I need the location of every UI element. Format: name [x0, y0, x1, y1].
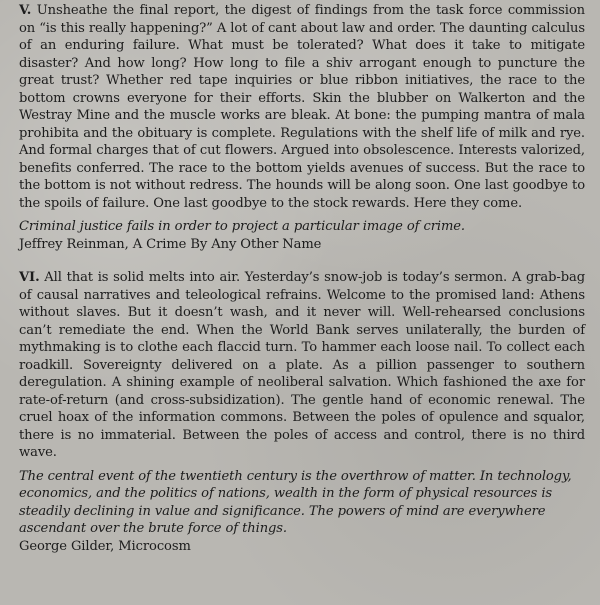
section-v-label: V. — [19, 3, 32, 18]
section-vi-epigraph — [19, 468, 585, 556]
section-v-epigraph — [19, 218, 585, 253]
section-v-attribution: Jeffrey Reinman, A Crime By Any Other Name — [19, 236, 322, 252]
section-vi — [19, 269, 585, 555]
section-v-body: Unsheathe the final report, the digest of findings from the task force commission on “is this really happening?” A lot of cant about law and order. The daunting calculus of an enduring failure. What must be tolerated? What does it take to mitigate disaster? And how long? How long to file a shiv arrogant enough to puncture the great trust? Whether red tape inquiries or blue ribbon initiatives, the race to the bottom crowns everyone for their efforts. Skin the blubber on Walkerton and the Westray Mine and the muscle works are bleak. At bone: the pumping mantra of mala prohibita and the obituary is complete. Regulations with the shelf life of milk and rye. And formal charges that of cut flowers. Argued into obsolescence. Interests valorized, benefits conferred. The race to the bottom yields avenues of success. But the race to the bottom is not without redress. The hounds will be along soon. One last goodbye to the spoils of failure. One last goodbye to the stock rewards. Here they come. — [19, 3, 586, 211]
section-vi-label: VI. — [19, 270, 40, 285]
section-v-paragraph — [19, 2, 585, 212]
section-vi-attribution: George Gilder, Microcosm — [19, 538, 191, 554]
section-v — [19, 2, 585, 253]
section-v-quote: Criminal justice fails in order to project a particular image of crime. — [19, 219, 465, 234]
section-vi-paragraph — [19, 269, 585, 462]
section-vi-body: All that is solid melts into air. Yesterday’s snow-job is today’s sermon. A grab-bag of causal narratives and teleological refrains. Welcome to the promised land: Athens without slaves. But it doesn’t wash, and it never will. Well-rehearsed conclusions can’t remediate the end. When the World Bank serves unilaterally, the burden of mythmaking is to clothe each flaccid turn. To hammer each loose nail. To collect each roadkill. Sovereignty delivered on a plate. As a pillion passenger to southern deregulation. A shining example of neoliberal salvation. Which fashioned the axe for rate-of-return (and cross-subsidization). The gentle hand of economic renewal. The cruel hoax of the information commons. Between the poles of opulence and squalor, there is no immaterial. Between the poles of access and control, there is no third wave. — [19, 270, 585, 460]
section-vi-quote: The central event of the twentieth century is the overthrow of matter. In technology, economics, and the politics of nations, wealth in the form of physical resources is steadily declining in value and significance. The powers of mind are everywhere ascendant over the brute force of things. — [19, 468, 572, 536]
section-divider — [19, 253, 585, 269]
